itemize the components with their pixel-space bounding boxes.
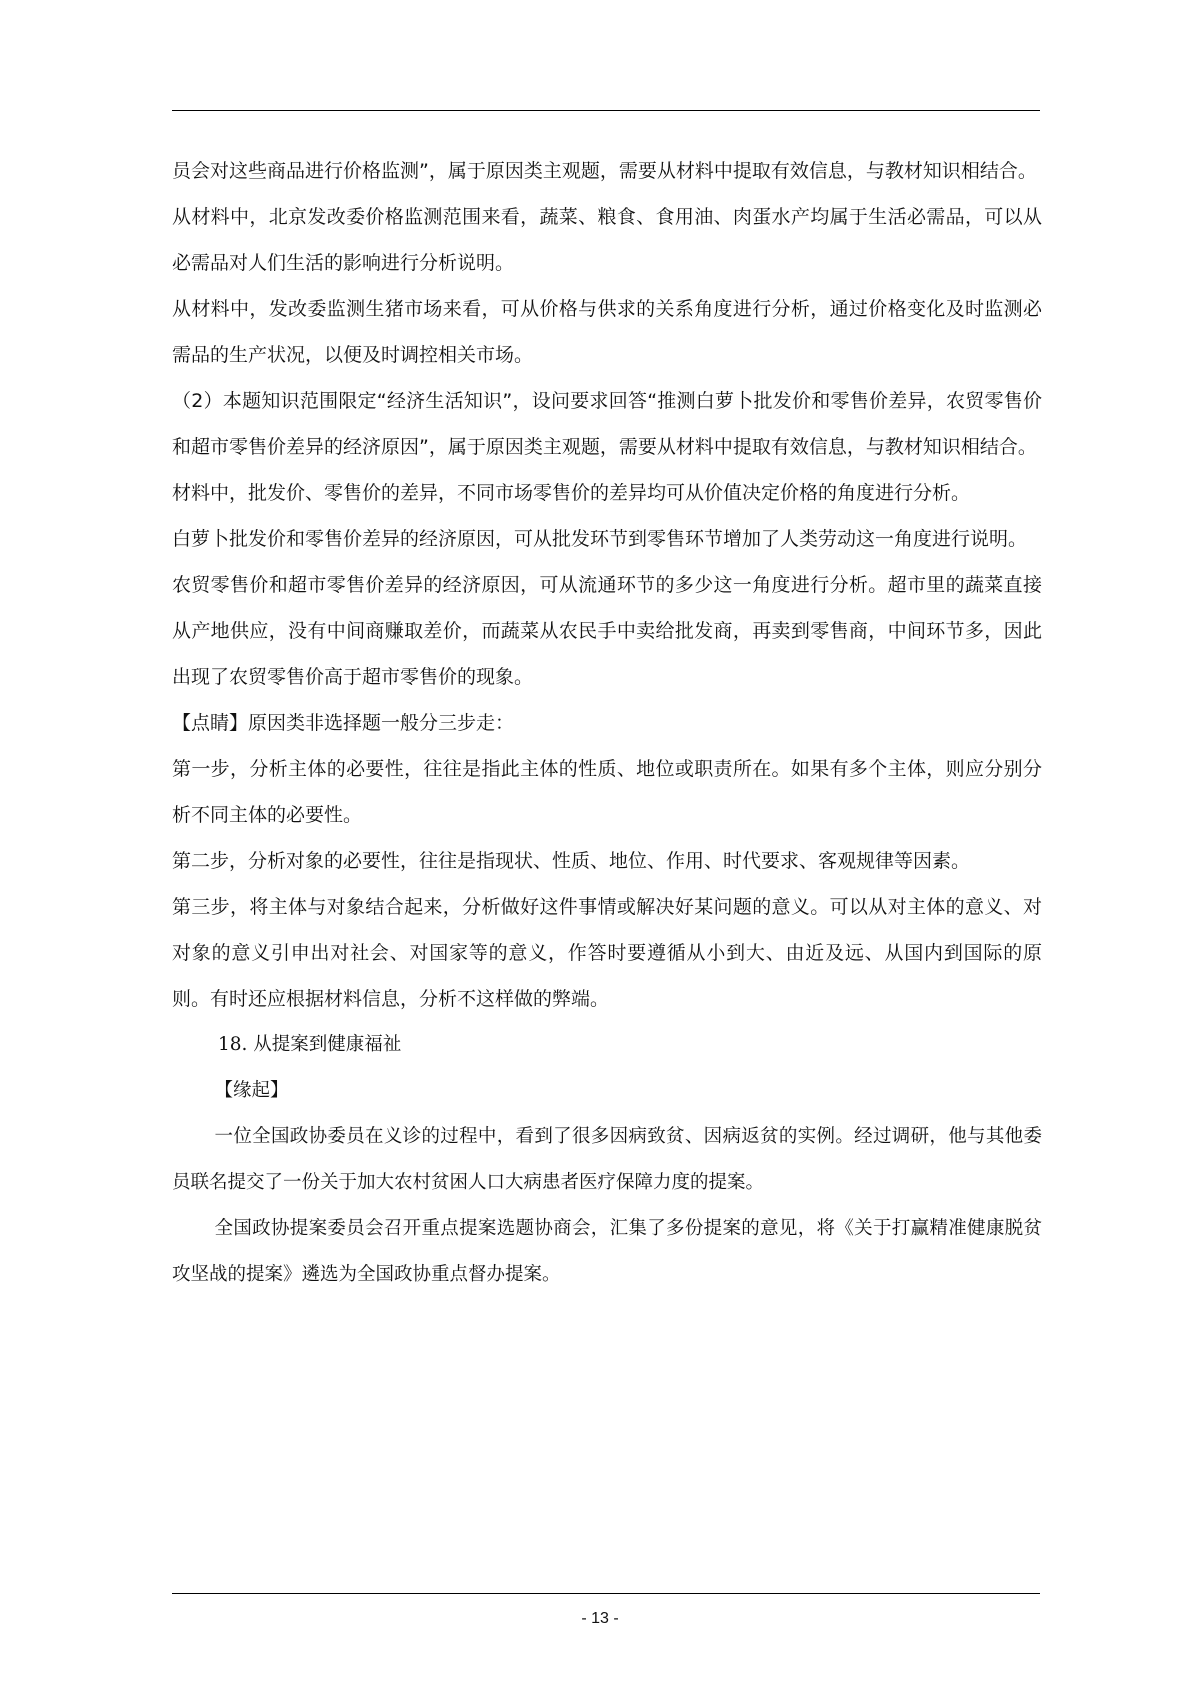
tip-step: 第三步，将主体与对象结合起来，分析做好这件事情或解决好某问题的意义。可以从对主体的意义、对对象的意义引申出对社会、对国家等的意义，作答时要遵循从小到大、由近及远、从国内到国际的原则。有时还应根据材料信息，分析不这样做的弊端。 bbox=[172, 896, 1042, 1010]
question-title: 18. 从提案到健康福祉 bbox=[218, 1034, 402, 1055]
answer-paragraph: 白萝卜批发价和零售价差异的经济原因，可从批发环节到零售环节增加了人类劳动这一角度进行说明。 bbox=[172, 528, 1028, 550]
page-number: - 13 - bbox=[581, 1610, 619, 1627]
tip-step: 第二步，分析对象的必要性，往往是指现状、性质、地位、作用、时代要求、客观规律等因素。 bbox=[172, 850, 971, 872]
tip-heading: 【点睛】原因类非选择题一般分三步走： bbox=[172, 712, 515, 734]
question-paragraph: 一位全国政协委员在义诊的过程中，看到了很多因病致贫、因病返贫的实例。经过调研，他与其他委员联名提交了一份关于加大农村贫困人口大病患者医疗保障力度的提案。 bbox=[172, 1126, 1042, 1193]
answer-paragraph: （2）本题知识范围限定“经济生活知识”，设问要求回答“推测白萝卜批发价和零售价差异，农贸零售价和超市零售价差异的经济原因”，属于原因类主观题，需要从材料中提取有效信息，与教材知识相结合。 bbox=[172, 390, 1042, 458]
header-rule bbox=[172, 110, 1040, 111]
answer-paragraph: 从材料中，发改委监测生猪市场来看，可从价格与供求的关系角度进行分析，通过价格变化及时监测必需品的生产状况，以便及时调控相关市场。 bbox=[172, 298, 1042, 366]
answer-paragraph: 农贸零售价和超市零售价差异的经济原因，可从流通环节的多少这一角度进行分析。超市里的蔬菜直接从产地供应，没有中间商赚取差价，而蔬菜从农民手中卖给批发商，再卖到零售商，中间环节多，因此出现了农贸零售价高于超市零售价的现象。 bbox=[172, 574, 1042, 688]
question-section-label: 【缘起】 bbox=[214, 1080, 289, 1101]
answer-paragraph: 材料中，批发价、零售价的差异，不同市场零售价的差异均可从价值决定价格的角度进行分析。 bbox=[172, 482, 971, 504]
page-content bbox=[172, 148, 1042, 1298]
question-paragraph: 全国政协提案委员会召开重点提案选题协商会，汇集了多份提案的意见，将《关于打赢精准健康脱贫攻坚战的提案》遴选为全国政协重点督办提案。 bbox=[172, 1218, 1042, 1285]
tip-step: 第一步，分析主体的必要性，往往是指此主体的性质、地位或职责所在。如果有多个主体，则应分别分析不同主体的必要性。 bbox=[172, 758, 1042, 826]
answer-paragraph: 员会对这些商品进行价格监测”，属于原因类主观题，需要从材料中提取有效信息，与教材知识相结合。 bbox=[172, 160, 1037, 182]
answer-paragraph: 从材料中，北京发改委价格监测范围来看，蔬菜、粮食、食用油、肉蛋水产均属于生活必需品，可以从必需品对人们生活的影响进行分析说明。 bbox=[172, 206, 1042, 274]
footer-rule bbox=[172, 1593, 1040, 1594]
